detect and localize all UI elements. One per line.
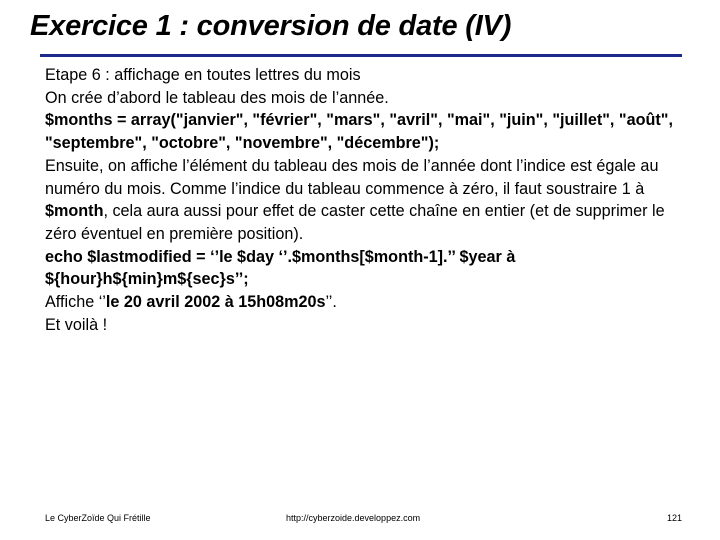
intro-text: On crée d’abord le tableau des mois de l’année. xyxy=(45,88,389,107)
footer-author: Le CyberZoïde Qui Frétille xyxy=(45,513,151,523)
title-underline xyxy=(40,54,682,57)
echo-code: echo $lastmodified = ‘’le $day ‘’.$months[$month-1].’’ $year à ${hour}h${min}m${sec}s’’; xyxy=(45,247,516,289)
slide-title: Exercice 1 : conversion de date (IV) xyxy=(30,10,512,42)
explanation-part2: , cela aura aussi pour effet de caster cette chaîne en entier (et de supprimer le zéro éventuel en première position). xyxy=(45,202,665,243)
months-array-code: $months = array("janvier", "février", "mars", "avril", "mai", "juin", "juillet", "août", "septembre", "octobre", "novembre", "décembre"); xyxy=(45,111,673,153)
explanation-text xyxy=(45,155,690,246)
footer-page-number: 121 xyxy=(667,513,683,523)
display-value: le 20 avril 2002 à 15h08m20s xyxy=(105,293,326,312)
display-result xyxy=(45,291,690,314)
footer-url: http://cyberzoide.developpez.com xyxy=(286,513,421,523)
step-heading: Etape 6 : affichage en toutes lettres du mois xyxy=(45,66,361,84)
slide-body xyxy=(45,64,690,336)
display-suffix: ’’. xyxy=(325,293,337,312)
closing-text: Et voilà ! xyxy=(45,315,108,334)
explanation-part1: Ensuite, on affiche l’élément du tableau des mois de l’année dont l’indice est égale au numéro du mois. Comme l’indice du tableau commence à zéro, il faut soustraire 1 à xyxy=(45,156,659,198)
display-prefix: Affiche ‘’ xyxy=(45,293,106,312)
month-variable: $month xyxy=(45,202,104,221)
